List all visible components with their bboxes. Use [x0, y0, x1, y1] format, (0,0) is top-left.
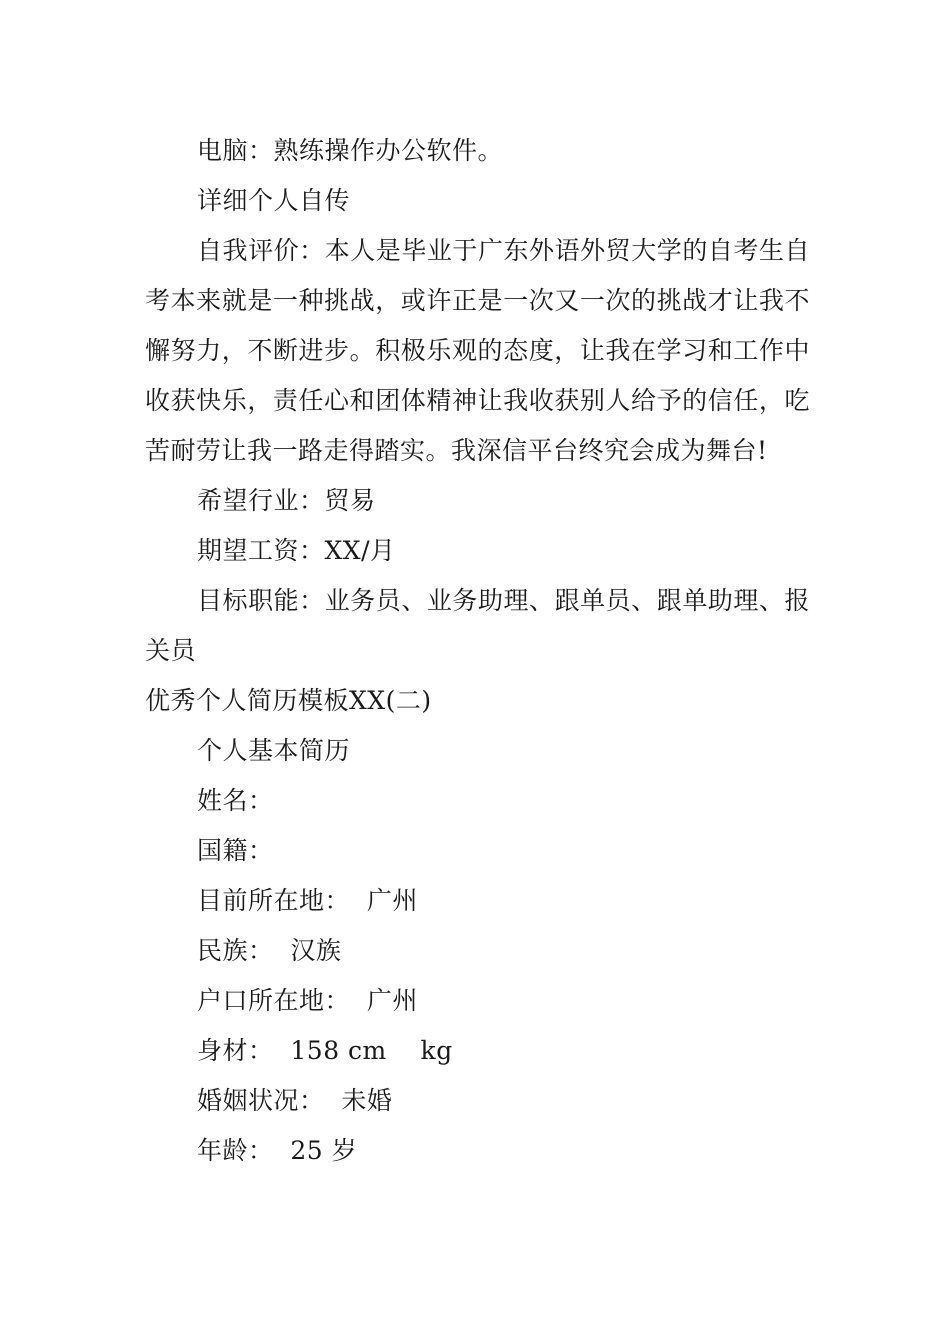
desired-industry-line: 希望行业：贸易 [197, 486, 376, 515]
section-title: 优秀个人简历模板XX(二) [145, 686, 432, 715]
nationality-field-line: 国籍： [197, 836, 274, 865]
expected-salary-line: 期望工资：XX/月 [197, 536, 396, 565]
age-line: 年龄： 25 岁 [197, 1136, 358, 1165]
hukou-line: 户口所在地： 广州 [197, 986, 418, 1015]
document-body [145, 126, 810, 1176]
figure-line: 身材： 158 cm kg [197, 1036, 453, 1065]
basic-resume-heading: 个人基本简历 [197, 736, 351, 765]
ethnicity-line: 民族： 汉族 [197, 936, 342, 965]
name-field-line: 姓名： [197, 786, 274, 815]
marital-status-line: 婚姻状况： 未婚 [197, 1086, 393, 1115]
computer-skill-line: 电脑：熟练操作办公软件。 [197, 136, 504, 165]
target-function-paragraph: 目标职能：业务员、业务助理、跟单员、跟单助理、报关员 [145, 586, 810, 665]
self-evaluation-paragraph: 自我评价：本人是毕业于广东外语外贸大学的自考生自考本来就是一种挑战，或许正是一次又一次的挑战才让我不懈努力，不断进步。积极乐观的态度，让我在学习和工作中收获快乐，责任心和团体精神让我收获别人给予的信任，吃苦耐劳让我一路走得踏实。我深信平台终究会成为舞台! [145, 236, 810, 465]
detail-autobiography-heading: 详细个人自传 [197, 186, 351, 215]
current-location-line: 目前所在地： 广州 [197, 886, 418, 915]
